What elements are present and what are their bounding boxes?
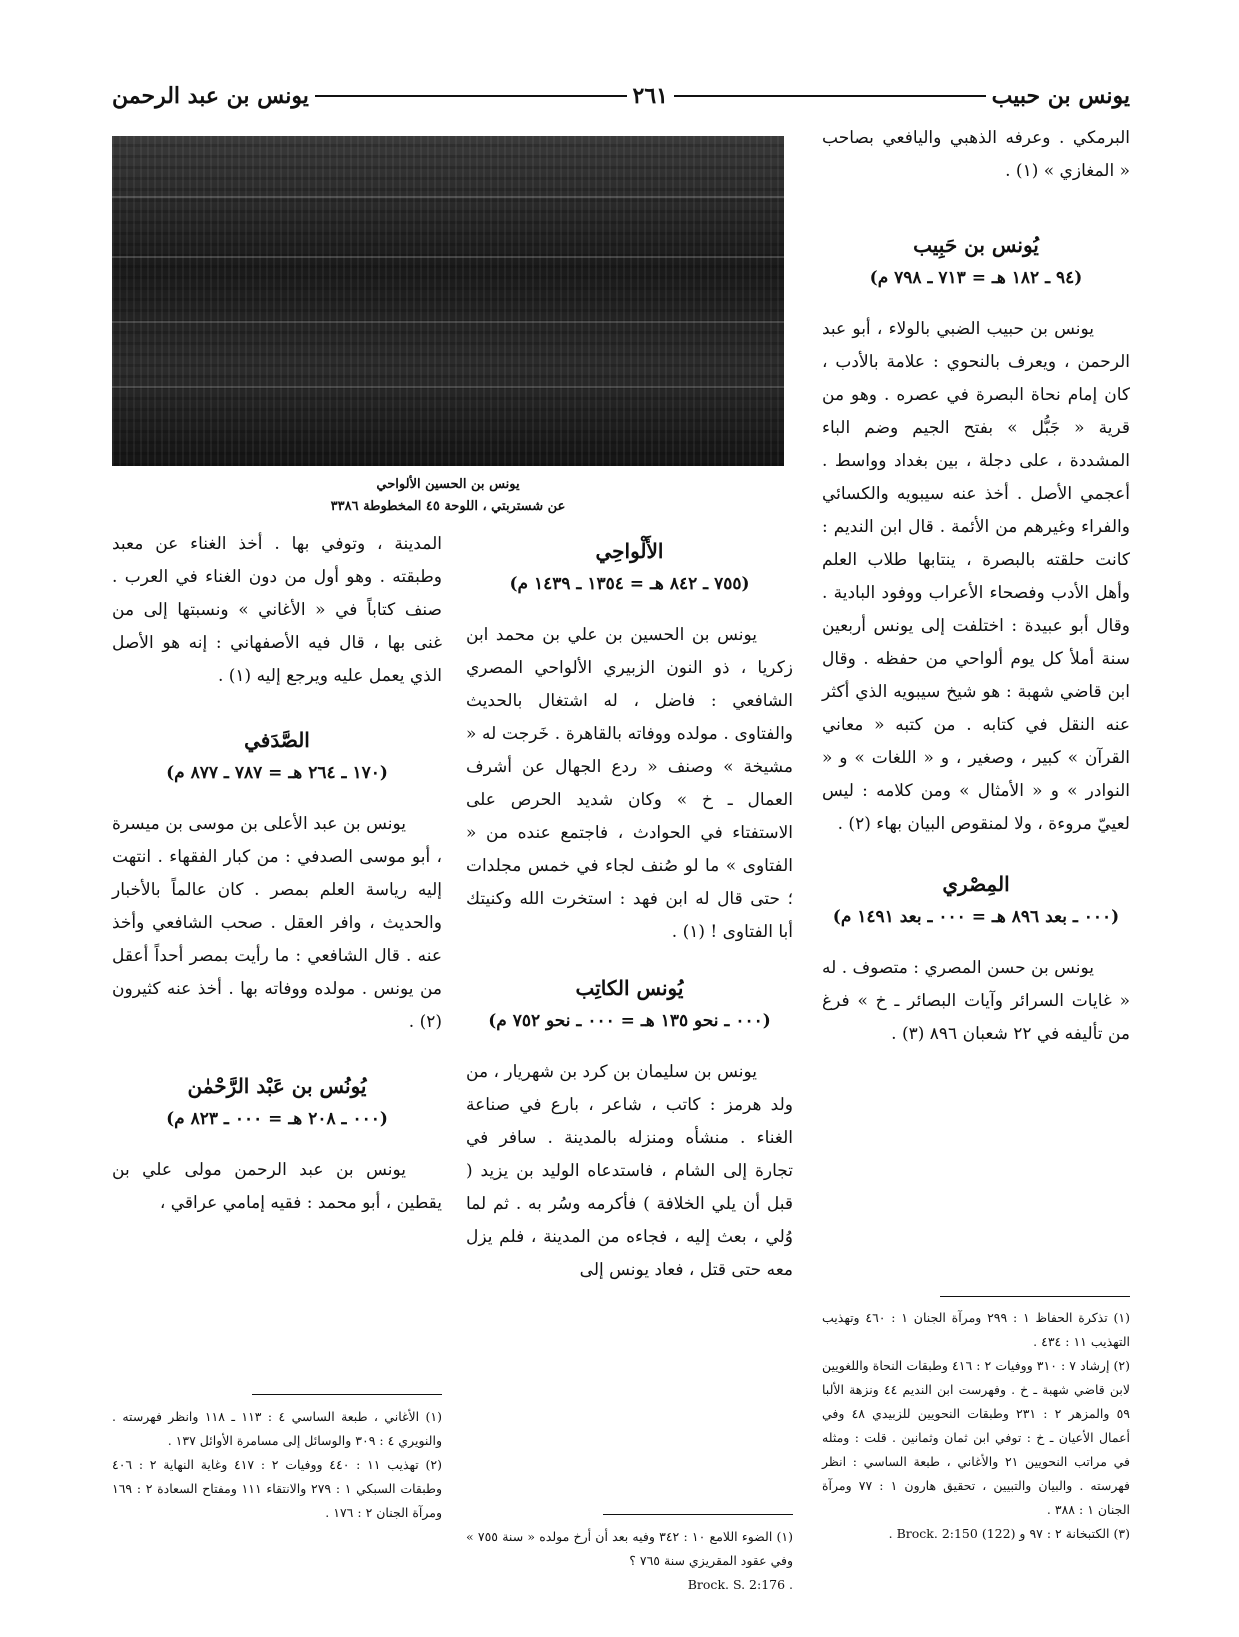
intro-paragraph: البرمكي . وعرفه الذهبي واليافعي بصاحب « المغازي » (١) . <box>822 128 1130 181</box>
footnote: (٢) إرشاد ٧ : ٣١٠ ووفيات ٢ : ٤١٦ وطبقات النحاة واللغويين لابن قاضي شهبة ـ خ . وفهرست ابن النديم ٤٤ ونزهة الألبا ٥٩ والمزهر ٢ : ٢٣١ وطبقات النحويين للزبيدي ٤٨ وفي أعمال الأعيان ـ خ : توفي ابن ثمان وثمانين . قلت : ومثله في مراتب النحويين ٢١ والأغاني ، طبعة الساسي : انظر فهرسته . والبيان والتبيين ، تحقيق هارون ١ : ٧٧ ومرآة الجنان ١ : ٣٨٨ . <box>822 1358 1130 1517</box>
entry-dates: (٠٠٠ ـ ٢٠٨ هـ = ٠٠٠ ـ ٨٢٣ م) <box>166 1109 388 1129</box>
entry-dates: (٠٠٠ ـ بعد ٨٩٦ هـ = ٠٠٠ ـ بعد ١٤٩١ م) <box>832 907 1120 927</box>
caption-line-1: يونس بن الحسين الألواحي <box>376 477 520 492</box>
entry-title: يُونُس بن عَبْد الرَّحْمٰن <box>187 1074 367 1098</box>
manuscript-line <box>112 321 784 323</box>
manuscript-texture <box>112 136 784 466</box>
right-column <box>822 122 1130 1051</box>
manuscript-line <box>112 386 784 388</box>
entry-text: يونس بن عبد الأعلى بن موسى بن ميسرة ، أبو موسى الصدفي : من كبار الفقهاء . انتهت إليه رياسة العلم بمصر . كان عالماً بالأخبار والحديث ، وافر العقل . صحب الشافعي وأخذ عنه . قال الشافعي : ما رأيت بمصر أحداً أعقل من يونس . مولده ووفاته بها . أخذ عنه كثيرون (٢) . <box>112 814 442 1032</box>
footnote: (٢) تهذيب ١١ : ٤٤٠ ووفيات ٢ : ٤١٧ وغاية النهاية ٢ : ٤٠٦ وطبقات السبكي ١ : ٢٧٩ والانتقاء ١١١ ومفتاح السعادة ٢ : ١٦٩ ومرآة الجنان ٢ : ١٧٦ . <box>112 1457 442 1520</box>
footnotes-left <box>112 1405 442 1525</box>
header-right-title: يونس بن حبيب <box>991 83 1130 109</box>
entry-text: يونس بن الحسين بن علي بن محمد ابن زكريا ، ذو النون الزبيري الألواحي المصري الشافعي : فاضل ، له اشتغال بالحديث والفتاوى . مولده ووفاته بالقاهرة . خَرجت له « مشيخة » وصنف « ردع الجهال عن أشرف العمال ـ خ » وكان شديد الحرص على الاستفتاء في الحوادث ، فاجتمع عنده من « الفتاوى » ما لو صُنف لجاء في خمس مجلدات ؛ حتى قال له ابن فهد : استخرت الله وكنيتك أبا الفتاوى ! (١) . <box>466 625 793 942</box>
manuscript-image <box>112 136 784 466</box>
footnote: (٣) الكتبخانة ٢ : ٩٧ و (122) Brock. 2:150 . <box>888 1526 1130 1541</box>
footnote-rule <box>252 1394 442 1395</box>
footnote-rule <box>603 1514 793 1515</box>
left-column <box>112 528 442 1220</box>
entry-dates: (٩٤ ـ ١٨٢ هـ = ٧١٣ ـ ٧٩٨ م) <box>869 268 1083 288</box>
entry-text: يونس بن حبيب الضبي بالولاء ، أبو عبد الرحمن ، ويعرف بالنحوي : علامة بالأدب ، كان إمام نحاة البصرة في عصره . وهو من قرية « جَبُّل » بفتح الجيم وضم الباء المشددة ، على دجلة ، بين بغداد وواسط . أعجمي الأصل . أخذ عنه سيبويه والكسائي والفراء وغيرهم من الأئمة . قال ابن النديم : كانت حلقته بالبصرة ، ينتابها طلاب العلم وأهل الأدب وفصحاء الأعراب ووفود البادية . وقال أبو عبيدة : اختلفت إلى يونس أربعين سنة أملأ كل يوم ألواحي من حفظه . وقال ابن قاضي شهبة : هو شيخ سيبويه الذي أكثر عنه النقل في كتابه . من كتبه « معاني القرآن » كبير ، وصغير ، و « اللغات » و « النوادر » و « الأمثال » ومن كلامه : ليس لعييّ مروءة ، ولا لمنقوص البيان بهاء (٢) . <box>822 319 1130 834</box>
entry-dates: (١٧٠ ـ ٢٦٤ هـ = ٧٨٧ ـ ٨٧٧ م) <box>166 763 388 783</box>
entry-text: يونس بن سليمان بن كرد بن شهريار ، من ولد هرمز : كاتب ، شاعر ، بارع في صناعة الغناء . منشأه ومنزله بالمدينة . سافر في تجارة إلى الشام ، فاستدعاه الوليد بن يزيد ( قبل أن يلي الخلافة ) فأكرمه وسُر به . ثم لما وُلي ، بعث إليه ، فجاءه من المدينة ، فلم يزل معه حتى قتل ، فعاد يونس إلى <box>466 1062 793 1280</box>
footnote-rule <box>940 1296 1130 1297</box>
entry-title: المِصْري <box>942 872 1010 896</box>
page-number: ٢٦١ <box>632 83 668 109</box>
entry-title: الصَّدَفي <box>244 728 310 752</box>
footnote: (١) الضوء اللامع ١٠ : ٣٤٢ وفيه بعد أن أرخ مولده « سنة ٧٥٥ » وفي عقود المقريزي سنة ٧٦٥ ؟ <box>466 1529 793 1568</box>
manuscript-line <box>112 196 784 198</box>
entry-dates: (٠٠٠ ـ نحو ١٣٥ هـ = ٠٠٠ ـ نحو ٧٥٢ م) <box>488 1011 771 1031</box>
footnote: (١) الأغاني ، طبعة الساسي ٤ : ١١٣ ـ ١١٨ وانظر فهرسته . والنويري ٤ : ٣٠٩ والوسائل إلى مسامرة الأوائل ١٣٧ . <box>112 1409 442 1448</box>
footnotes-middle <box>466 1525 793 1597</box>
entry-title: يُونس بن حَبِيب <box>913 233 1039 257</box>
footnote: Brock. S. 2:176 . <box>687 1577 793 1592</box>
middle-column <box>466 528 793 1287</box>
footnotes-right <box>822 1306 1130 1546</box>
entry-title: يُونس الكاتِب <box>575 976 684 1000</box>
running-header <box>112 78 1130 114</box>
entry-title: الأَلْواحِي <box>595 539 664 563</box>
entry-text: يونس بن حسن المصري : متصوف . له « غايات السرائر وآيات البصائر ـ خ » فرغ من تأليفه في ٢٢ شعبان ٨٩٦ (٣) . <box>822 958 1130 1044</box>
header-rule-right <box>674 95 986 97</box>
continuation-paragraph: المدينة ، وتوفي بها . أخذ الغناء عن معبد وطبقته . وهو أول من دون الغناء في العرب . صنف كتاباً في « الأغاني » ونسبتها إلى من غنى بها ، قال فيه الأصفهاني : إنه هو الأصل الذي يعمل عليه ويرجع إليه (١) . <box>112 534 442 686</box>
entry-dates: (٧٥٥ ـ ٨٤٢ هـ = ١٣٥٤ ـ ١٤٣٩ م) <box>509 574 750 594</box>
header-left-title: يونس بن عبد الرحمن <box>112 83 309 109</box>
figure-caption <box>112 474 784 518</box>
footnote: (١) تذكرة الحفاظ ١ : ٢٩٩ ومرآة الجنان ١ : ٤٦٠ وتهذيب التهذيب ١١ : ٤٣٤ . <box>822 1310 1130 1349</box>
caption-line-2: عن شستربتي ، اللوحة ٤٥ المخطوطة ٣٣٨٦ <box>330 499 566 514</box>
entry-text: يونس بن عبد الرحمن مولى علي بن يقطين ، أبو محمد : فقيه إمامي عراقي ، <box>112 1160 442 1213</box>
header-rule-left <box>315 95 627 97</box>
manuscript-line <box>112 256 784 258</box>
